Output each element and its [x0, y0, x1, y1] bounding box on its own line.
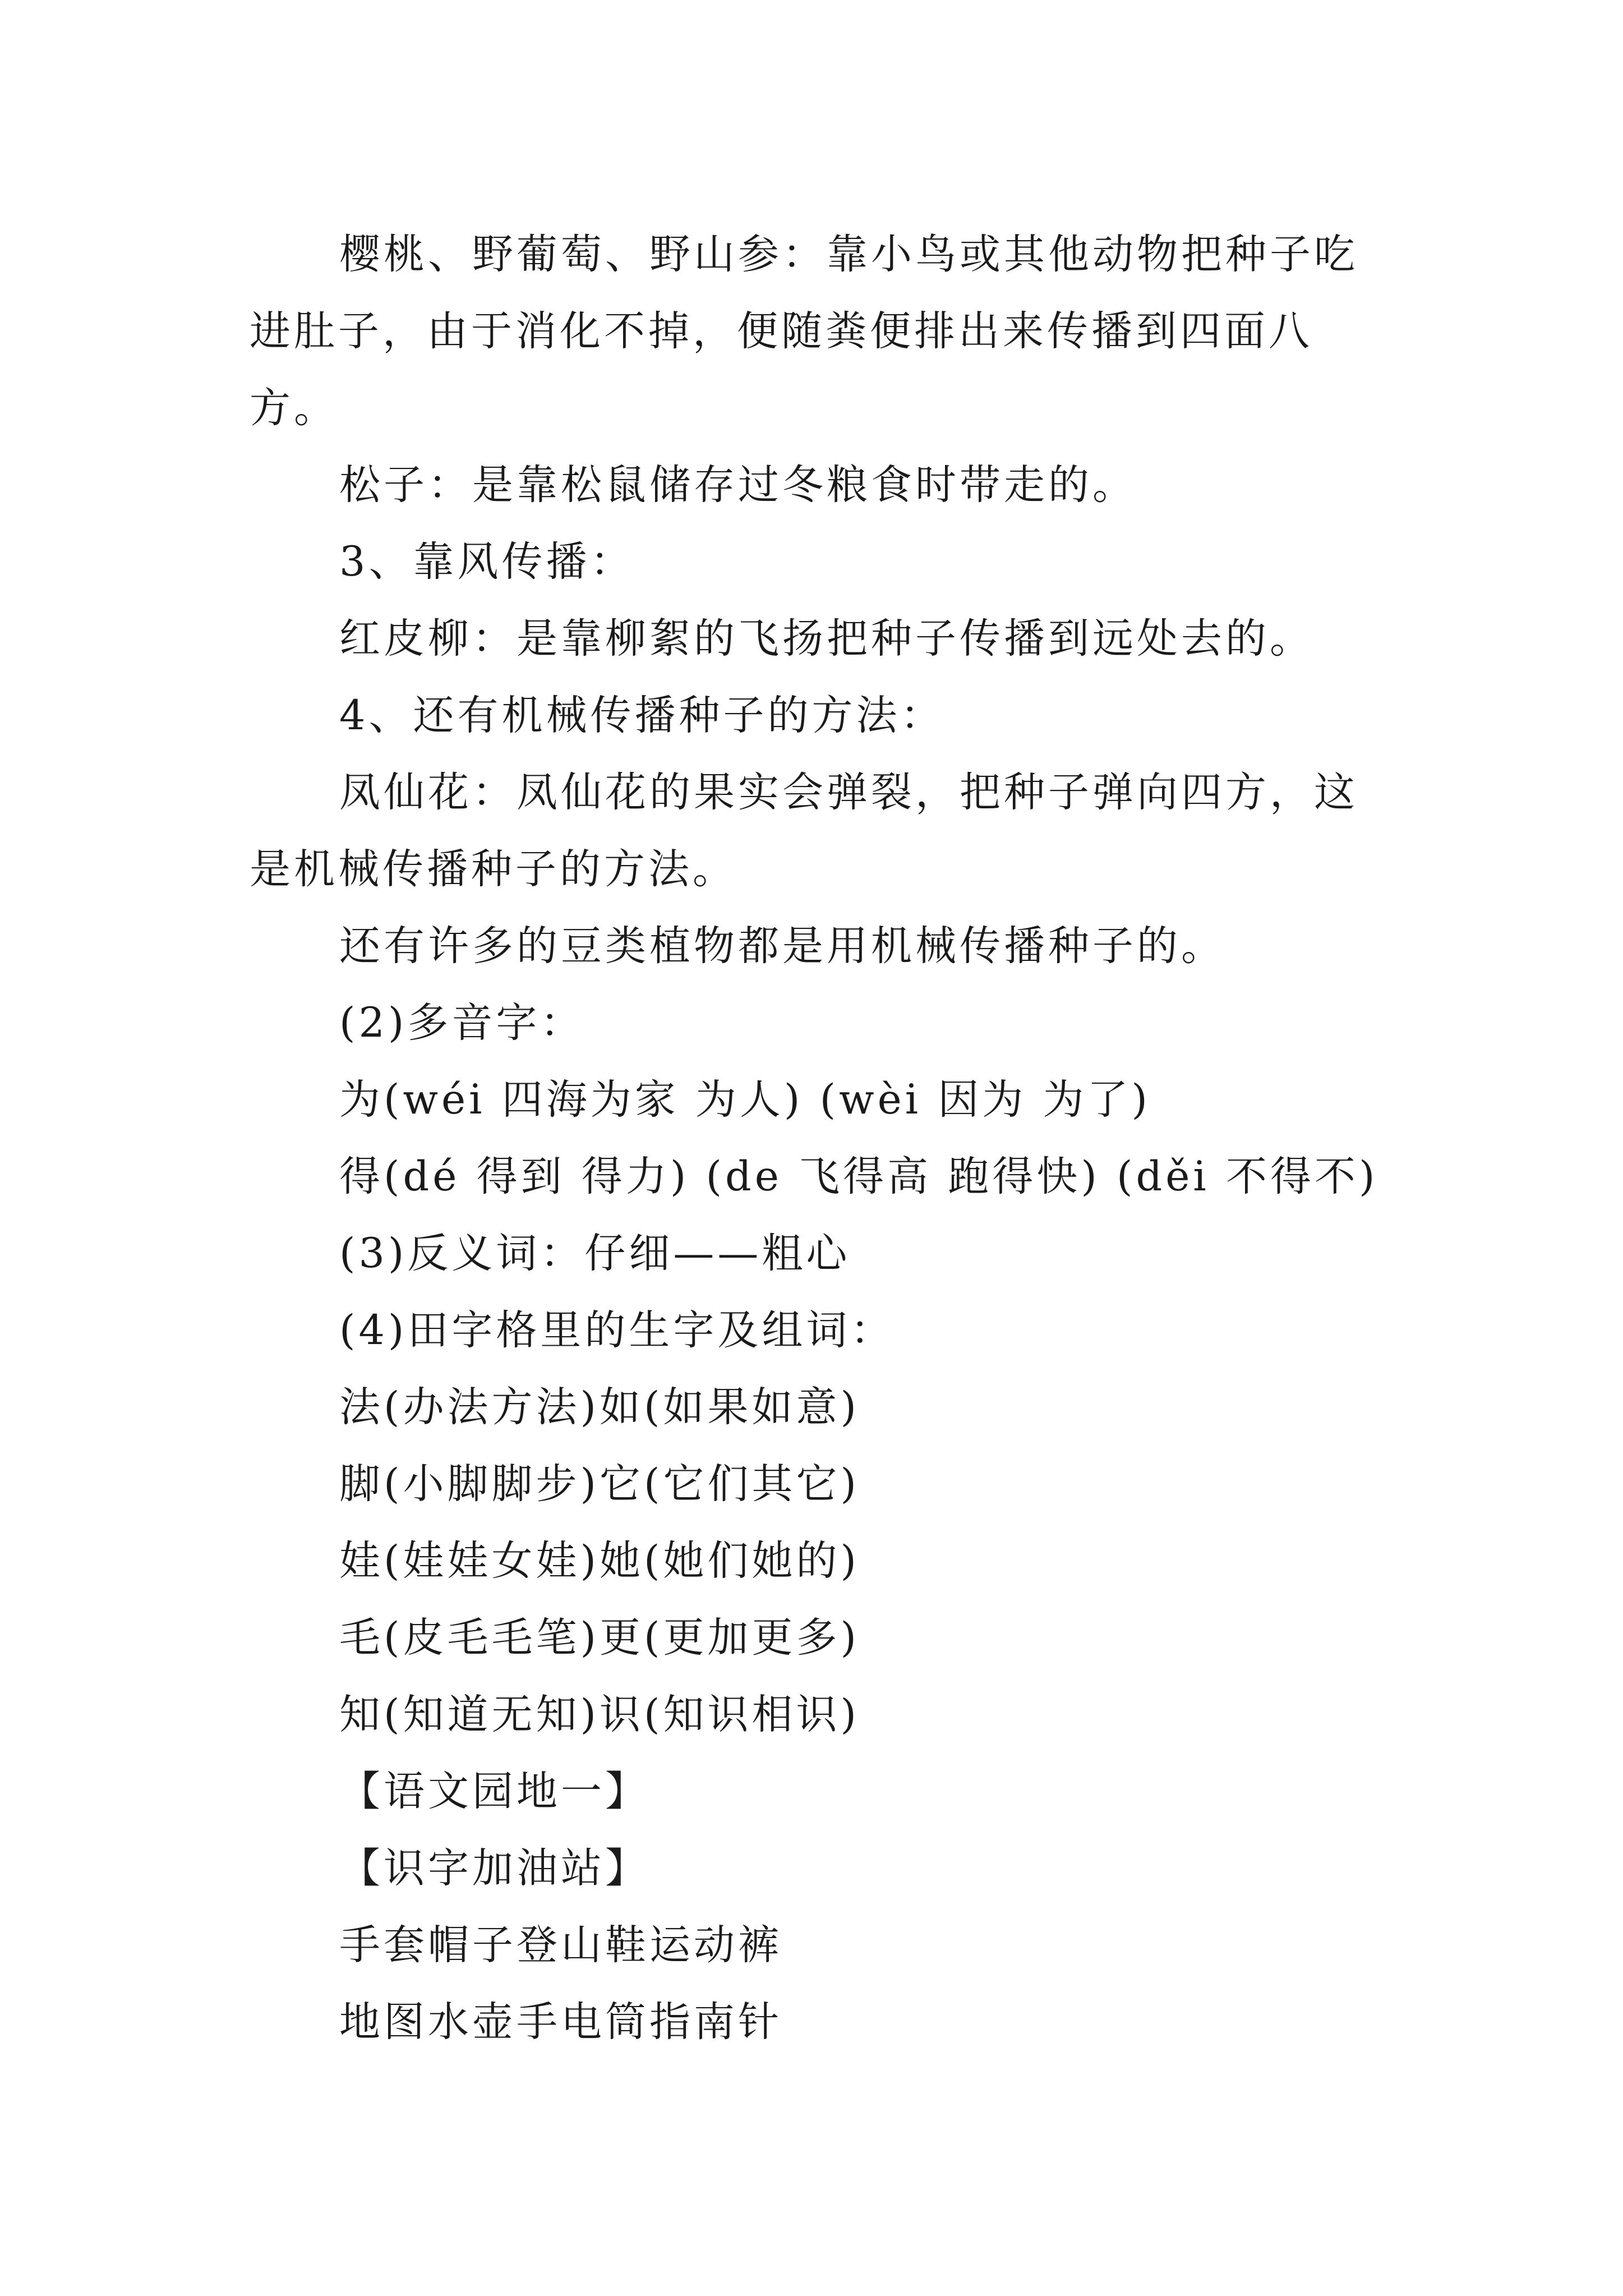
paragraph-word-wa-ta: 娃(娃娃女娃)她(她们她的): [339, 1537, 860, 1585]
paragraph-beans: 还有许多的豆类植物都是用机械传播种子的。: [339, 922, 1225, 970]
paragraph-polyphone-de: 得(dé 得到 得力) (de 飞得高 跑得快) (děi 不得不): [339, 1153, 1378, 1200]
paragraph-gear-list-1: 手套帽子登山鞋运动裤: [339, 1921, 782, 1969]
paragraph-polyphone-heading: (2)多音字：: [339, 999, 585, 1047]
paragraph-word-fa-ru: 法(办法方法)如(如果如意): [339, 1383, 860, 1431]
paragraph-balsam: 凤仙花：凤仙花的果实会弹裂，把种子弹向四方，这是机械传播种子的方法。: [250, 769, 1358, 893]
paragraph-seed-animals: 樱桃、野葡萄、野山参：靠小鸟或其他动物把种子吃进肚子，由于消化不掉，便随粪便排出来传播到四面八方。: [250, 231, 1358, 432]
paragraph-gear-list-2: 地图水壶手电筒指南针: [339, 1998, 782, 2046]
paragraph-antonym: (3)反义词：仔细——粗心: [339, 1230, 851, 1277]
paragraph-polyphone-wei: 为(wéi 四海为家 为人) (wèi 因为 为了): [339, 1076, 1151, 1124]
paragraph-grid-heading: (4)田字格里的生字及组词：: [339, 1306, 895, 1354]
paragraph-word-zhi-shi: 知(知道无知)识(知识相识): [339, 1691, 860, 1738]
paragraph-mechanical-heading: 4、还有机械传播种子的方法：: [339, 692, 945, 739]
document-body: [250, 216, 1394, 2060]
paragraph-red-willow: 红皮柳：是靠柳絮的飞扬把种子传播到远处去的。: [339, 615, 1314, 662]
paragraph-section-literacy: 【识字加油站】: [339, 1844, 649, 1892]
paragraph-wind-heading: 3、靠风传播：: [339, 538, 635, 586]
paragraph-pine-nut: 松子：是靠松鼠储存过冬粮食时带走的。: [339, 461, 1137, 509]
paragraph-word-jiao-ta: 脚(小脚脚步)它(它们其它): [339, 1460, 860, 1508]
paragraph-section-garden: 【语文园地一】: [339, 1768, 649, 1815]
paragraph-word-mao-geng: 毛(皮毛毛笔)更(更加更多): [339, 1614, 860, 1662]
